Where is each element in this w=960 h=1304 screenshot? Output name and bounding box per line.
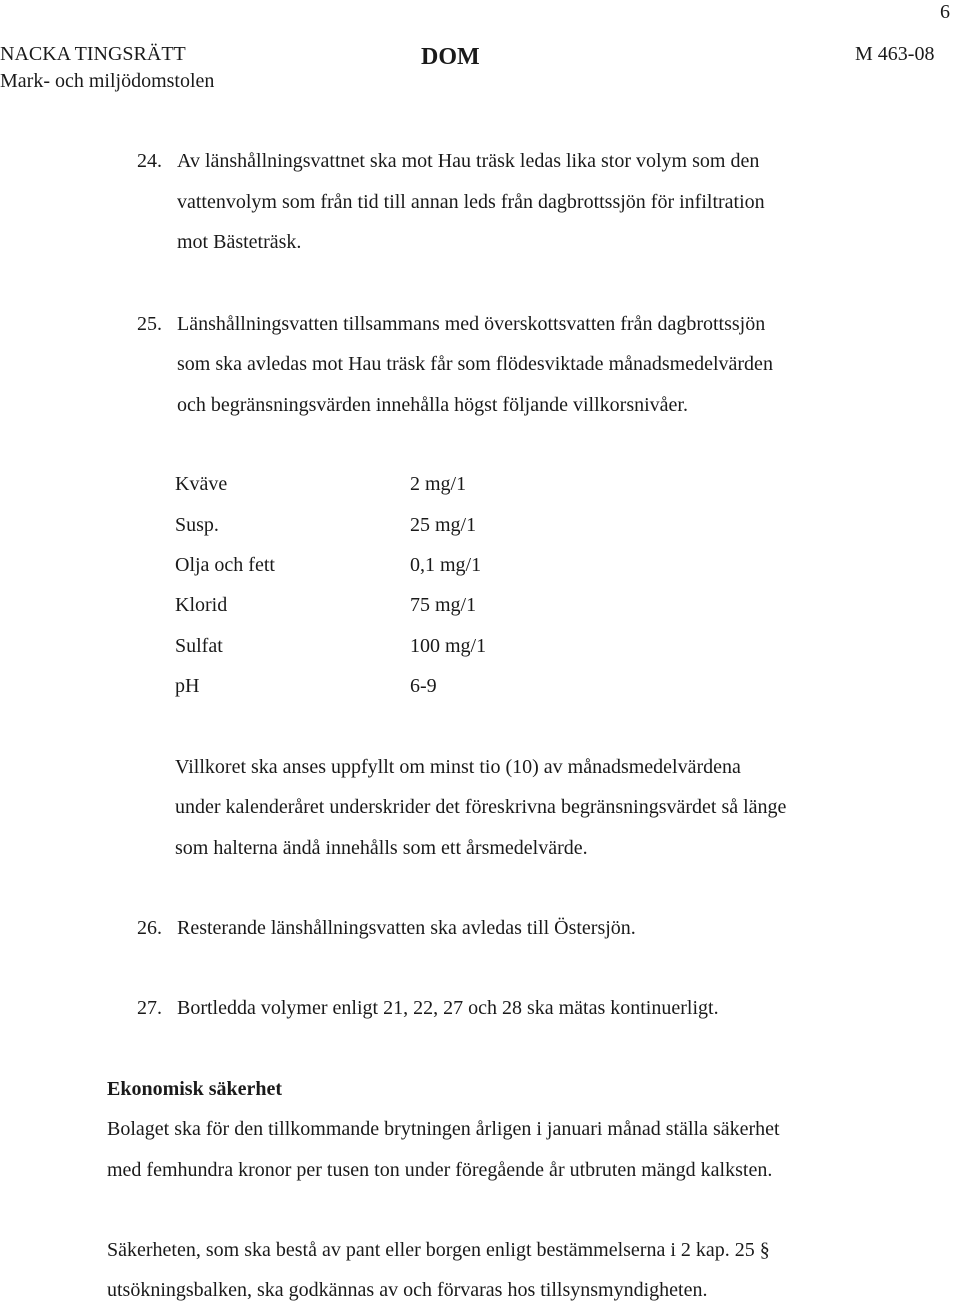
limit-substance: Olja och fett [175, 554, 275, 576]
limit-value: 2 mg/1 [410, 473, 467, 495]
limit-substance: Klorid [175, 594, 228, 616]
condition-line: Villkoret ska anses uppfyllt om minst tio (10) av månadsmedelvärdena [175, 756, 741, 778]
item-26-text: Resterande länshållningsvatten ska avledas till Östersjön. [177, 917, 636, 939]
condition-line: som halterna ändå innehålls som ett årsmedelvärde. [175, 837, 588, 859]
limit-substance: Sulfat [175, 635, 223, 657]
case-number: M 463-08 [855, 43, 935, 65]
court-name: NACKA TINGSRÄTT [0, 43, 186, 65]
security-paragraph-line: utsökningsbalken, ska godkännas av och förvaras hos tillsynsmyndigheten. [107, 1279, 708, 1301]
item-26-number: 26. [137, 917, 162, 939]
limit-substance: Kväve [175, 473, 228, 495]
security-paragraph-line: med femhundra kronor per tusen ton under föregående år utbruten mängd kalksten. [107, 1159, 773, 1181]
item-25-line: Länshållningsvatten tillsammans med överskottsvatten från dagbrottssjön [177, 313, 766, 335]
item-25-number: 25. [137, 313, 162, 335]
limit-value: 25 mg/1 [410, 514, 477, 536]
item-24-line: Av länshållningsvattnet ska mot Hau träsk ledas lika stor volym som den [177, 150, 760, 172]
item-27-number: 27. [137, 997, 162, 1019]
limit-value: 75 mg/1 [410, 594, 477, 616]
limit-value: 0,1 mg/1 [410, 554, 482, 576]
limit-substance: Susp. [175, 514, 219, 536]
item-25-line: som ska avledas mot Hau träsk får som flödesviktade månadsmedelvärden [177, 353, 773, 375]
limit-value: 100 mg/1 [410, 635, 487, 657]
court-division: Mark- och miljödomstolen [0, 70, 215, 92]
item-25-line: och begränsningsvärden innehålla högst följande villkorsnivåer. [177, 394, 688, 416]
item-24-line: vattenvolym som från tid till annan leds från dagbrottssjön för infiltration [177, 191, 765, 213]
page-number: 6 [940, 1, 950, 23]
limit-substance: pH [175, 675, 200, 697]
condition-line: under kalenderåret underskrider det föreskrivna begränsningsvärdet så länge [175, 796, 787, 818]
security-paragraph-line: Bolaget ska för den tillkommande brytningen årligen i januari månad ställa säkerhet [107, 1118, 780, 1140]
item-24-number: 24. [137, 150, 162, 172]
document-type: DOM [421, 44, 480, 70]
limit-value: 6-9 [410, 675, 437, 697]
section-heading: Ekonomisk säkerhet [107, 1078, 283, 1100]
item-27-text: Bortledda volymer enligt 21, 22, 27 och 28 ska mätas kontinuerligt. [177, 997, 719, 1019]
item-24-line: mot Bästeträsk. [177, 231, 302, 253]
security-paragraph-line: Säkerheten, som ska bestå av pant eller borgen enligt bestämmelserna i 2 kap. 25 § [107, 1239, 770, 1261]
